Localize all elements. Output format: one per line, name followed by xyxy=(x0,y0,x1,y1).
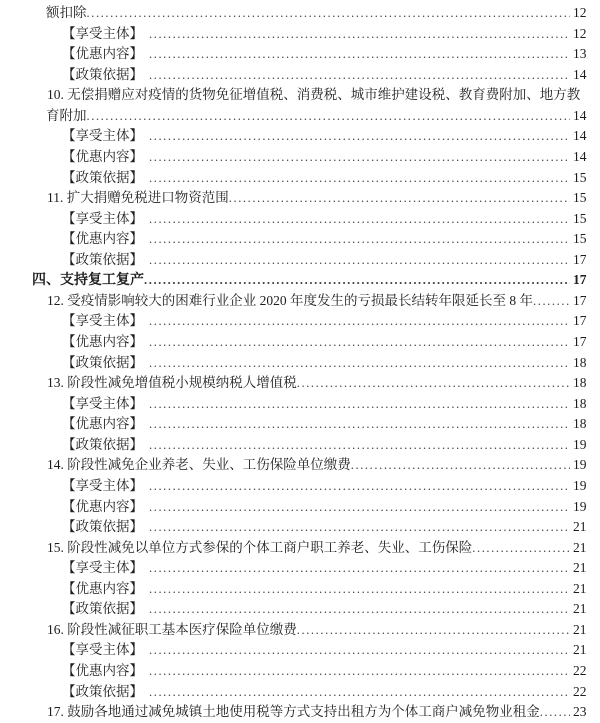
toc-entry-page-number: 14 xyxy=(573,128,587,144)
toc-entry-page-number: 19 xyxy=(573,498,587,514)
toc-entry-page-number: 18 xyxy=(573,375,587,391)
toc-entry xyxy=(0,168,586,189)
toc-entry xyxy=(0,414,586,435)
toc-entry-title: 【政策依据】 xyxy=(62,436,143,452)
toc-entry-title: 【优惠内容】 xyxy=(62,416,143,432)
toc-entry-page-number: 19 xyxy=(573,457,587,473)
toc-entry-page-number: 13 xyxy=(573,46,587,62)
toc-entry-title: 【政策依据】 xyxy=(62,354,143,370)
toc-entry xyxy=(0,353,586,374)
toc-entry-title: 16. 阶段性减征职工基本医疗保险单位缴费 xyxy=(47,621,297,637)
dot-leader xyxy=(149,250,570,271)
toc-entry-page-number: 12 xyxy=(573,5,587,20)
dot-leader xyxy=(149,476,570,497)
dot-leader xyxy=(149,394,570,415)
toc-entry-page-number: 19 xyxy=(573,436,587,452)
dot-leader xyxy=(149,44,570,65)
toc-entry xyxy=(0,476,586,497)
toc-entry-title: 14. 阶段性减免企业养老、失业、工伤保险单位缴费 xyxy=(47,457,351,473)
toc-entry-title: 【优惠内容】 xyxy=(62,231,143,247)
toc-entry xyxy=(0,65,586,86)
toc-entry-page-number: 21 xyxy=(573,642,587,658)
toc-entry xyxy=(0,497,586,518)
dot-leader xyxy=(351,455,570,476)
toc-entry xyxy=(0,394,586,415)
toc-entry-page-number: 21 xyxy=(573,519,587,535)
toc-entry-page-number: 18 xyxy=(573,354,587,370)
toc-entry-page-number: 18 xyxy=(573,395,587,411)
toc-entry xyxy=(0,85,586,106)
dot-leader xyxy=(533,291,570,312)
dot-leader xyxy=(149,209,570,230)
dot-leader xyxy=(149,229,570,250)
toc-entry xyxy=(0,599,586,620)
dot-leader xyxy=(149,414,570,435)
dot-leader xyxy=(149,661,570,682)
toc-entry xyxy=(0,455,586,476)
dot-leader xyxy=(149,126,570,147)
toc-entry xyxy=(0,209,586,230)
toc-entry xyxy=(0,579,586,600)
toc-entry-title: 【政策依据】 xyxy=(62,66,143,82)
toc-entry-page-number: 15 xyxy=(573,231,587,247)
toc-entry xyxy=(0,250,586,271)
toc-entry-title: 【优惠内容】 xyxy=(62,580,143,596)
toc-entry-page-number: 17 xyxy=(573,272,587,288)
toc-entry-title: 【享受主体】 xyxy=(62,395,143,411)
toc-entry xyxy=(0,188,586,209)
toc-entry xyxy=(0,373,586,394)
dot-leader xyxy=(149,353,570,374)
dot-leader xyxy=(149,147,570,168)
toc-entry-page-number: 17 xyxy=(573,313,587,329)
toc-entry-page-number: 18 xyxy=(573,416,587,432)
toc-entry-title: 额扣除 xyxy=(46,5,87,20)
dot-leader xyxy=(297,373,570,394)
toc-entry xyxy=(0,682,586,703)
toc-entry-page-number: 17 xyxy=(573,292,587,308)
toc-entry-title: 15. 阶段性减免以单位方式参保的个体工商户职工养老、失业、工伤保险 xyxy=(47,539,473,555)
dot-leader xyxy=(144,270,570,292)
toc-entry xyxy=(0,702,586,723)
toc-entry-page-number: 21 xyxy=(573,601,587,617)
toc-entry xyxy=(0,538,586,559)
toc-entry xyxy=(0,311,586,332)
toc-entry-page-number: 21 xyxy=(573,621,587,637)
toc-entry-page-number: 17 xyxy=(573,251,587,267)
toc-entry-title: 【优惠内容】 xyxy=(62,663,143,678)
toc-entry xyxy=(0,517,586,538)
toc-list xyxy=(0,3,586,723)
toc-entry-title: 育附加 xyxy=(46,107,87,123)
toc-entry-page-number: 22 xyxy=(573,663,587,678)
toc-entry-title: 【优惠内容】 xyxy=(62,148,143,164)
dot-leader xyxy=(149,517,570,538)
dot-leader xyxy=(149,168,570,189)
dot-leader xyxy=(229,188,570,209)
dot-leader xyxy=(149,311,570,332)
toc-entry-title: 【政策依据】 xyxy=(62,251,143,267)
toc-entry-title: 【政策依据】 xyxy=(62,519,143,535)
toc-entry xyxy=(0,106,586,127)
dot-leader xyxy=(87,106,571,127)
toc-entry xyxy=(0,229,586,250)
toc-entry-title: 17. 鼓励各地通过减免城镇土地使用税等方式支持出租方为个体工商户减免物业租金 xyxy=(47,704,540,720)
toc-entry-title: 13. 阶段性减免增值税小规模纳税人增值税 xyxy=(47,375,297,391)
dot-leader xyxy=(149,332,570,353)
toc-entry-page-number: 23 xyxy=(573,704,587,720)
toc-entry-page-number: 19 xyxy=(573,477,587,493)
toc-entry xyxy=(0,661,586,682)
toc-entry xyxy=(0,291,586,312)
toc-entry-title: 【享受主体】 xyxy=(62,560,143,576)
toc-entry-title: 【政策依据】 xyxy=(62,601,143,617)
toc-entry-page-number: 14 xyxy=(573,107,587,123)
toc-entry-page-number: 14 xyxy=(573,148,587,164)
toc-entry xyxy=(0,3,586,24)
toc-entry xyxy=(0,147,586,168)
toc-entry-title: 【享受主体】 xyxy=(62,642,143,658)
toc-entry-title: 【享受主体】 xyxy=(62,210,143,226)
toc-entry-page-number: 22 xyxy=(573,683,587,699)
toc-entry-page-number: 21 xyxy=(573,560,587,576)
dot-leader xyxy=(540,702,570,723)
dot-leader xyxy=(149,497,570,518)
dot-leader xyxy=(149,65,570,86)
toc-entry-title: 【优惠内容】 xyxy=(62,334,143,349)
toc-entry-page-number: 14 xyxy=(573,66,587,82)
dot-leader xyxy=(149,558,570,579)
toc-entry xyxy=(0,640,586,661)
toc-entry-title: 【享受主体】 xyxy=(62,25,143,41)
dot-leader xyxy=(149,435,570,456)
toc-entry xyxy=(0,24,586,45)
dot-leader xyxy=(149,682,570,703)
toc-entry-title: 四、支持复工复产 xyxy=(32,273,144,289)
dot-leader xyxy=(149,24,570,45)
toc-entry xyxy=(0,44,586,65)
toc-entry-page-number: 15 xyxy=(573,190,587,206)
toc-entry-page-number: 21 xyxy=(573,539,587,555)
dot-leader xyxy=(149,579,570,600)
dot-leader xyxy=(472,538,570,559)
toc-entry-page-number: 15 xyxy=(573,210,587,226)
dot-leader xyxy=(297,620,570,641)
toc-entry-page-number: 21 xyxy=(573,580,587,596)
toc-entry-page-number: 15 xyxy=(573,169,587,185)
dot-leader xyxy=(149,640,570,661)
dot-leader xyxy=(87,3,571,24)
toc-entry-page-number: 12 xyxy=(573,25,587,41)
toc-entry-title: 【优惠内容】 xyxy=(62,46,143,62)
toc-entry-title: 【享受主体】 xyxy=(62,477,143,493)
toc-entry xyxy=(0,126,586,147)
toc-entry-title: 【政策依据】 xyxy=(62,169,143,185)
toc-entry xyxy=(0,558,586,579)
toc-entry-title: 【享受主体】 xyxy=(62,313,143,329)
toc-entry-title: 10. 无偿捐赠应对疫情的货物免征增值税、消费税、城市维护建设税、教育费附加、地方教 xyxy=(47,87,581,103)
toc-entry xyxy=(0,270,586,291)
toc-entry-title: 【优惠内容】 xyxy=(62,498,143,514)
dot-leader xyxy=(149,599,570,620)
toc-entry xyxy=(0,435,586,456)
toc-entry xyxy=(0,332,586,353)
toc-entry-title: 【政策依据】 xyxy=(62,683,143,699)
toc-entry xyxy=(0,620,586,641)
toc-entry-page-number: 17 xyxy=(573,334,587,349)
toc-entry-title: 11. 扩大捐赠免税进口物资范围 xyxy=(47,190,229,206)
toc-entry-title: 12. 受疫情影响较大的困难行业企业 2020 年度发生的亏损最长结转年限延长至 8 年 xyxy=(47,292,533,308)
toc-entry-title: 【享受主体】 xyxy=(62,128,143,144)
